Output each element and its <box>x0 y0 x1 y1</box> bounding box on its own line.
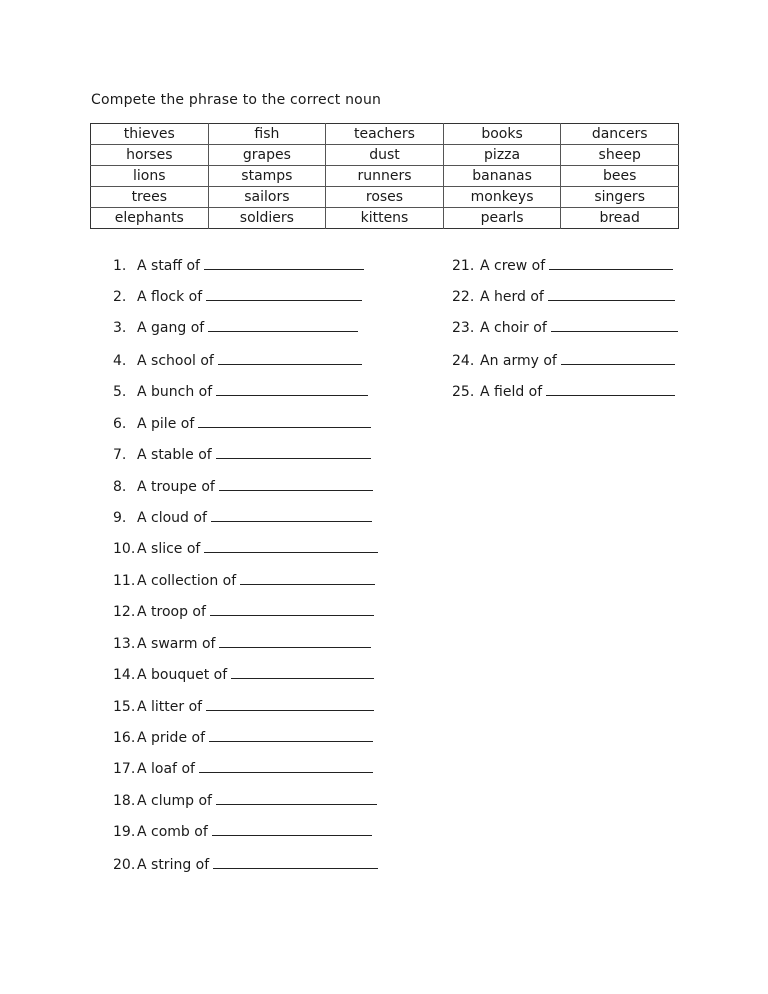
question-item <box>452 382 675 401</box>
question-text: A stable of <box>137 447 212 463</box>
word-bank-cell: thieves <box>123 126 175 142</box>
answer-blank[interactable] <box>219 634 371 648</box>
word-bank-cell: sailors <box>208 187 326 208</box>
question-number: 14. <box>113 667 136 683</box>
question-number: 2. <box>113 289 127 305</box>
word-bank-cell: elephants <box>114 210 184 226</box>
question-text: A gang of <box>137 320 205 336</box>
word-bank-cell: monkeys <box>443 187 561 208</box>
question-number: 13. <box>113 636 136 652</box>
question-text: A choir of <box>480 320 547 336</box>
question-number: 1. <box>113 258 127 274</box>
question-item <box>113 602 374 621</box>
question-item <box>113 445 371 464</box>
question-item <box>113 665 374 684</box>
question-number: 25. <box>452 384 475 400</box>
word-bank-cell: kittens <box>326 208 444 229</box>
question-item <box>113 728 373 747</box>
answer-blank[interactable] <box>206 287 362 301</box>
question-number: 23. <box>452 320 475 336</box>
word-bank-row <box>91 166 679 187</box>
word-bank-cell: fish <box>208 124 326 145</box>
question-item <box>113 791 377 810</box>
word-bank-row <box>91 124 679 145</box>
word-bank-cell: sheep <box>561 145 679 166</box>
question-text: A pride of <box>137 730 206 746</box>
word-bank-cell: lions <box>133 168 166 184</box>
answer-blank[interactable] <box>204 539 378 553</box>
answer-blank[interactable] <box>208 318 358 332</box>
word-bank-cell: soldiers <box>208 208 326 229</box>
question-number: 16. <box>113 730 136 746</box>
question-number: 21. <box>452 258 475 274</box>
answer-blank[interactable] <box>213 855 378 869</box>
question-number: 22. <box>452 289 475 305</box>
question-number: 8. <box>113 479 127 495</box>
question-number: 6. <box>113 416 127 432</box>
question-item <box>113 477 373 496</box>
answer-blank[interactable] <box>209 728 373 742</box>
word-bank-cell: books <box>443 124 561 145</box>
question-item <box>113 855 378 874</box>
word-bank-cell: trees <box>131 189 168 205</box>
word-bank-cell: singers <box>561 187 679 208</box>
answer-blank[interactable] <box>216 445 371 459</box>
question-number: 7. <box>113 447 127 463</box>
word-bank-cell: bread <box>561 208 679 229</box>
question-text: An army of <box>480 353 557 369</box>
word-bank-row <box>91 145 679 166</box>
question-text: A pile of <box>137 416 195 432</box>
question-item <box>452 318 678 337</box>
question-number: 11. <box>113 573 136 589</box>
question-number: 20. <box>113 857 136 873</box>
question-text: A herd of <box>480 289 544 305</box>
question-item <box>452 287 675 306</box>
answer-blank[interactable] <box>212 822 372 836</box>
question-text: A litter of <box>137 699 203 715</box>
word-bank-cell: dancers <box>561 124 679 145</box>
question-number: 4. <box>113 353 127 369</box>
answer-blank[interactable] <box>216 791 377 805</box>
answer-blank[interactable] <box>546 382 675 396</box>
question-item <box>113 759 373 778</box>
question-number: 5. <box>113 384 127 400</box>
question-text: A troupe of <box>137 479 215 495</box>
question-item <box>452 256 673 275</box>
question-text: A collection of <box>137 573 237 589</box>
question-text: A flock of <box>137 289 203 305</box>
question-number: 19. <box>113 824 136 840</box>
question-number: 15. <box>113 699 136 715</box>
word-bank-cell: bees <box>561 166 679 187</box>
question-item <box>113 351 362 370</box>
question-item <box>113 539 378 558</box>
word-bank-row <box>91 187 679 208</box>
question-item <box>452 351 675 370</box>
question-text: A loaf of <box>137 761 195 777</box>
answer-blank[interactable] <box>231 665 374 679</box>
word-bank-cell: pizza <box>443 145 561 166</box>
word-bank-row <box>91 208 679 229</box>
word-bank-cell: horses <box>126 147 173 163</box>
question-item <box>113 318 358 337</box>
question-item <box>113 287 362 306</box>
word-bank-cell: grapes <box>208 145 326 166</box>
question-text: A school of <box>137 353 214 369</box>
question-item <box>113 697 374 716</box>
word-bank-cell: stamps <box>208 166 326 187</box>
answer-blank[interactable] <box>199 759 373 773</box>
word-bank-cell: roses <box>326 187 444 208</box>
answer-blank[interactable] <box>211 508 372 522</box>
answer-blank[interactable] <box>210 602 374 616</box>
question-number: 17. <box>113 761 136 777</box>
question-text: A staff of <box>137 258 200 274</box>
question-item <box>113 571 375 590</box>
word-bank-cell: teachers <box>326 124 444 145</box>
answer-blank[interactable] <box>198 414 371 428</box>
answer-blank[interactable] <box>549 256 673 270</box>
question-text: A bunch of <box>137 384 213 400</box>
question-text: A swarm of <box>137 636 216 652</box>
answer-blank[interactable] <box>561 351 675 365</box>
question-text: A string of <box>137 857 210 873</box>
question-number: 12. <box>113 604 136 620</box>
question-text: A slice of <box>137 541 201 557</box>
question-number: 24. <box>452 353 475 369</box>
answer-blank[interactable] <box>216 382 368 396</box>
question-text: A field of <box>480 384 543 400</box>
question-number: 9. <box>113 510 127 526</box>
answer-blank[interactable] <box>219 477 373 491</box>
question-text: A comb of <box>137 824 208 840</box>
question-item <box>113 256 364 275</box>
answer-blank[interactable] <box>548 287 675 301</box>
answer-blank[interactable] <box>240 571 375 585</box>
question-number: 10. <box>113 541 136 557</box>
question-text: A cloud of <box>137 510 207 526</box>
question-item <box>113 822 372 841</box>
question-item <box>113 508 372 527</box>
question-item <box>113 382 368 401</box>
word-bank-table <box>90 123 679 229</box>
answer-blank[interactable] <box>218 351 362 365</box>
answer-blank[interactable] <box>204 256 364 270</box>
question-text: A troop of <box>137 604 206 620</box>
question-item <box>113 634 371 653</box>
answer-blank[interactable] <box>551 318 678 332</box>
word-bank-cell: runners <box>326 166 444 187</box>
question-number: 18. <box>113 793 136 809</box>
question-number: 3. <box>113 320 127 336</box>
word-bank-cell: pearls <box>443 208 561 229</box>
question-text: A bouquet of <box>137 667 228 683</box>
word-bank-cell: dust <box>326 145 444 166</box>
question-text: A clump of <box>137 793 212 809</box>
word-bank-cell: bananas <box>443 166 561 187</box>
answer-blank[interactable] <box>206 697 374 711</box>
question-text: A crew of <box>480 258 546 274</box>
question-item <box>113 414 371 433</box>
page-title: Compete the phrase to the correct noun <box>91 92 382 108</box>
